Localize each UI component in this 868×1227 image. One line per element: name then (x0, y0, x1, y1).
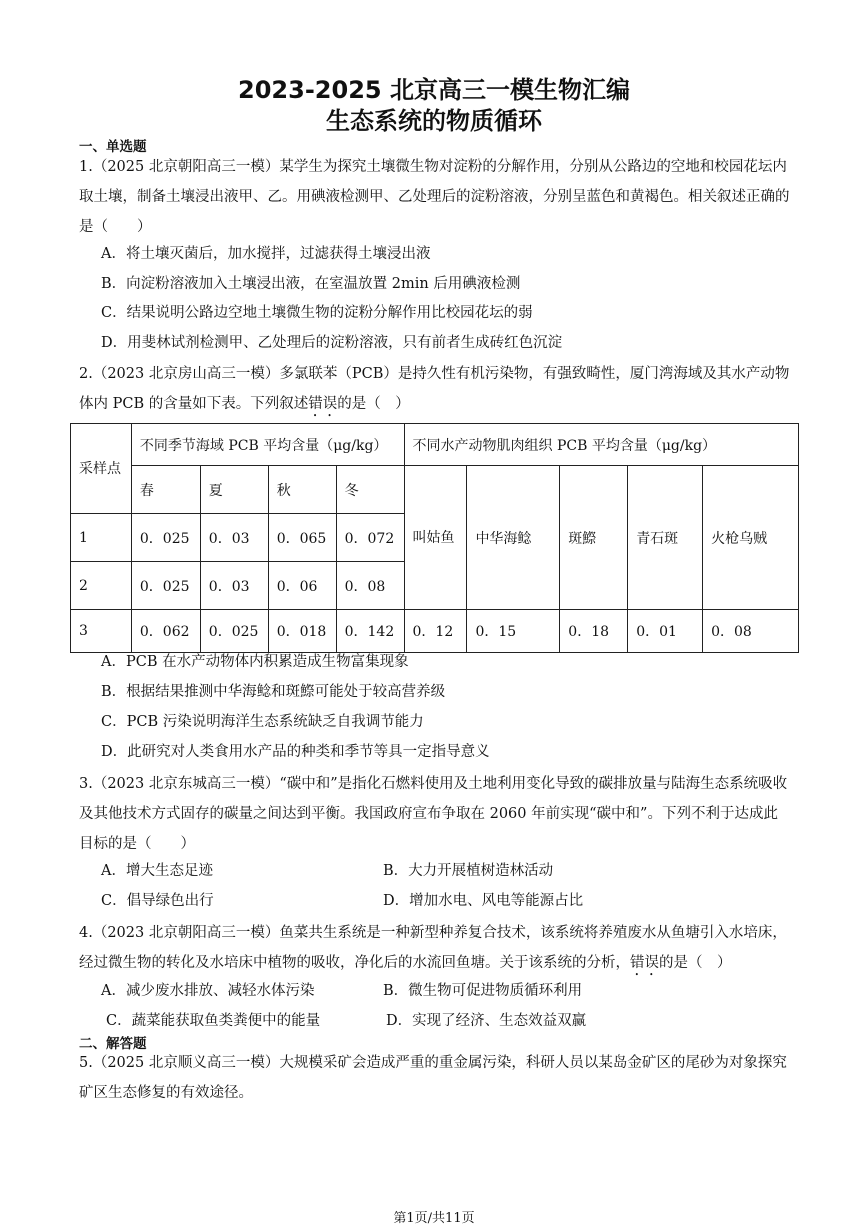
section-single-choice: 一、单选题 (79, 139, 147, 155)
value-cell: 0．03 (200, 514, 268, 562)
value-cell: 0．025 (131, 514, 200, 562)
q4-option-c: C．蔬菜能获取鱼类粪便中的能量 (106, 1013, 321, 1029)
q1-option-d: D．用斐林试剂检测甲、乙处理后的淀粉溶液，只有前者生成砖红色沉淀 (101, 335, 563, 351)
site-cell: 2 (71, 562, 132, 610)
q1-option-a: A．将土壤灭菌后，加水搅拌，过滤获得土壤浸出液 (101, 246, 431, 262)
value-cell: 0．06 (268, 562, 336, 610)
season-header: 秋 (268, 466, 336, 514)
season-header: 春 (131, 466, 200, 514)
value-cell: 0．025 (131, 562, 200, 610)
value-cell: 0．142 (336, 610, 404, 653)
table-header-sea: 不同季节海域 PCB 平均含量（μg/kg） (131, 424, 404, 466)
q4-emphasis: 错误 (630, 955, 659, 971)
site-cell: 3 (71, 610, 132, 653)
q3-option-c: C．倡导绿色出行 (101, 893, 214, 909)
q2-stem: 2.（2023 北京房山高三一模）多氯联苯（PCB）是持久性有机污染物，有强致畸性，厦门湾海域及其水产动物体内 PCB 的含量如下表。下列叙述错误的是（ ） (79, 366, 790, 412)
season-header: 夏 (200, 466, 268, 514)
q2-emphasis: 错误 (308, 396, 338, 412)
q1-option-c: C．结果说明公路边空地土壤微生物的淀粉分解作用比校园花坛的弱 (101, 305, 533, 321)
season-header: 冬 (336, 466, 404, 514)
q4-option-b: B．微生物可促进物质循环利用 (383, 983, 583, 999)
value-cell: 0．15 (467, 610, 560, 653)
table-row (71, 610, 799, 653)
q2-option-d: D．此研究对人类食用水产品的种类和季节等具一定指导意义 (101, 744, 490, 760)
animal-header: 火枪乌贼 (703, 466, 799, 610)
q2-option-b: B．根据结果推测中华海鲶和斑鰶可能处于较高营养级 (101, 684, 446, 700)
animal-header: 斑鰶 (560, 466, 628, 610)
q1-stem: 1.（2025 北京朝阳高三一模）某学生为探究土壤微生物对淀粉的分解作用，分别从公路边的空地和校园花坛内取土壤，制备土壤浸出液甲、乙。用碘液检测甲、乙处理后的淀粉溶液，分别呈蓝色和黄褐色。相关叙述正确的是（ ） (79, 159, 790, 235)
animal-header: 中华海鲶 (467, 466, 560, 610)
q5-stem: 5.（2025 北京顺义高三一模）大规模采矿会造成严重的重金属污染，科研人员以某岛金矿区的尾砂为对象探究矿区生态修复的有效途径。 (79, 1055, 787, 1101)
value-cell: 0．018 (268, 610, 336, 653)
value-cell: 0．08 (703, 610, 799, 653)
q4-stem: 4.（2023 北京朝阳高三一模）鱼菜共生系统是一种新型种养复合技术，该系统将养殖废水从鱼塘引入水培床，经过微生物的转化及水培床中植物的吸收，净化后的水流回鱼塘。关于该系统的分析，错误的是（ ） (79, 925, 787, 971)
page-footer: 第1页/共11页 (393, 1211, 475, 1226)
q3-option-a: A．增大生态足迹 (101, 863, 213, 879)
animal-header: 叫姑鱼 (404, 466, 467, 610)
value-cell: 0．062 (131, 610, 200, 653)
q3-stem: 3.（2023 北京东城高三一模）“碳中和”是指化石燃料使用及土地利用变化导致的碳排放量与陆海生态系统吸收及其他技术方式固存的碳量之间达到平衡。我国政府宣布争取在 2060 年前实现“碳中和”。下列不利于达成此目标的是（ ） (79, 776, 788, 852)
pcb-table (70, 423, 799, 653)
site-cell: 1 (71, 514, 132, 562)
value-cell: 0．065 (268, 514, 336, 562)
value-cell: 0．03 (200, 562, 268, 610)
q4-option-d: D．实现了经济、生态效益双赢 (386, 1013, 587, 1029)
doc-title: 2023-2025 北京高三一模生物汇编 (238, 76, 630, 104)
animal-header: 青石斑 (628, 466, 703, 610)
q4-option-a: A．减少废水排放、减轻水体污染 (101, 983, 315, 999)
q1-option-b: B．向淀粉溶液加入土壤浸出液，在室温放置 2min 后用碘液检测 (101, 276, 521, 292)
q2-option-a: A．PCB 在水产动物体内积累造成生物富集现象 (101, 654, 409, 670)
q2-option-c: C．PCB 污染说明海洋生态系统缺乏自我调节能力 (101, 714, 424, 730)
value-cell: 0．12 (404, 610, 467, 653)
value-cell: 0．08 (336, 562, 404, 610)
value-cell: 0．01 (628, 610, 703, 653)
table-header-animal: 不同水产动物肌肉组织 PCB 平均含量（μg/kg） (404, 424, 798, 466)
value-cell: 0．072 (336, 514, 404, 562)
q3-option-d: D．增加水电、风电等能源占比 (383, 893, 584, 909)
value-cell: 0．025 (200, 610, 268, 653)
doc-subtitle: 生态系统的物质循环 (326, 107, 542, 135)
section-answer: 二、解答题 (79, 1036, 147, 1052)
table-corner: 采样点 (71, 424, 132, 514)
q3-option-b: B．大力开展植树造林活动 (383, 863, 554, 879)
value-cell: 0．18 (560, 610, 628, 653)
